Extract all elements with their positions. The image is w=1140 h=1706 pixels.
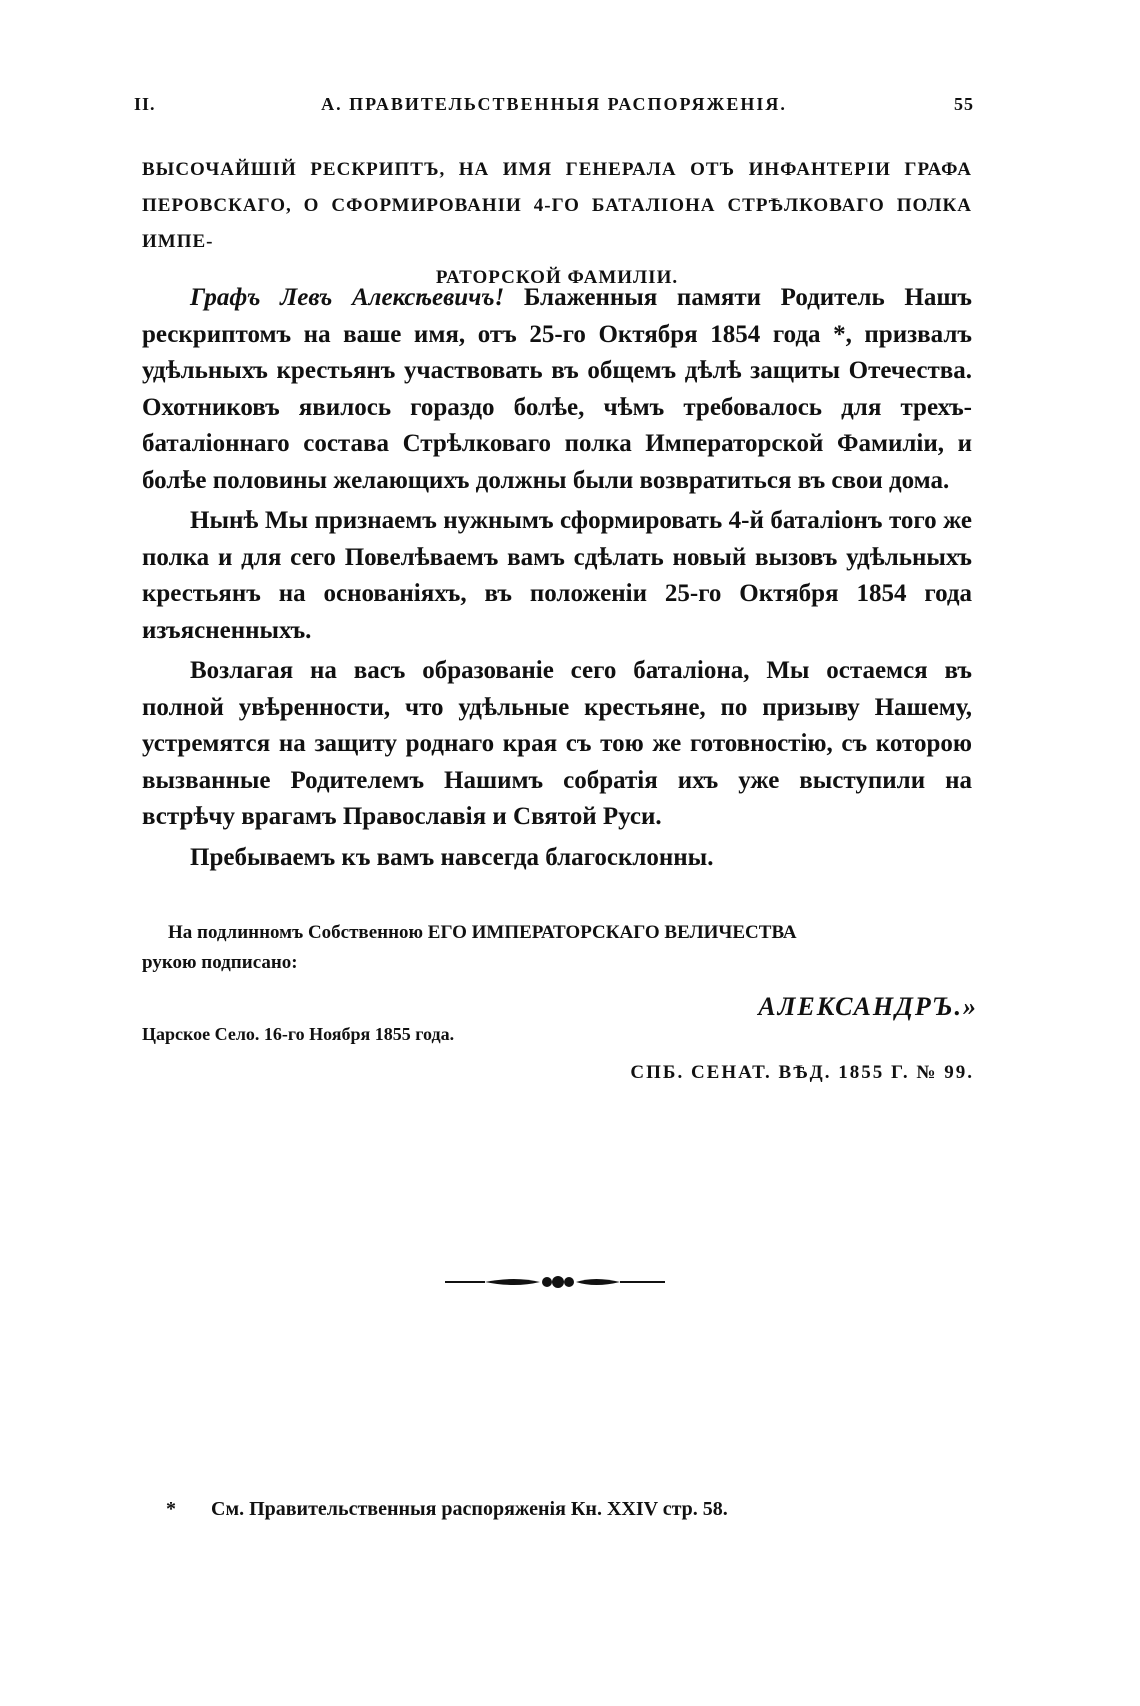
paragraph-4: Пребываемъ къ вамъ навсегда благосклонны. [190,843,714,871]
section-title: А. ПРАВИТЕЛЬСТВЕННЫЯ РАСПОРЯЖЕНІЯ. [321,94,787,114]
footnote-text: См. Правительственныя распоряженія Кн. XXIV стр. 58. [211,1498,728,1520]
paragraph-2: Нынѣ Мы признаемъ нужнымъ сформировать 4-й баталіонъ того же полка и для сего Повелѣваемъ вамъ сдѣлать новый вызовъ удѣльныхъ крестьянъ на основаніяхъ, въ положеніи 25-го Октября 1854 года изъясненныхъ. [142,507,972,644]
paragraph-1 [142,280,972,499]
document-heading [142,152,972,296]
signature: АЛЕКСАНДРЪ.» [758,992,978,1021]
signature-note-line-2: рукою подписано: [142,952,298,973]
paragraph-3: Возлагая на васъ образованіе сего баталіона, Мы остаемся въ полной увѣренности, что удѣльные крестьяне, по призыву Нашему, устремятся на защиту роднаго края съ тою же готовностію, съ которою вызванные Родителемъ Нашимъ собратія ихъ уже выступили на встрѣчу врагамъ Православія и Святой Руси. [142,657,972,830]
paragraph-1-text: Блаженныя памяти Родитель Нашъ рескриптомъ на ваше имя, отъ 25-го Октября 1854 года *, призвалъ удѣльныхъ крестьянъ участвовать въ общемъ дѣлѣ защиты Отечества. Охотниковъ явилось гораздо болѣе, чѣмъ требовалось для трехъ-баталіоннаго состава Стрѣлковаго полка Императорской Фамиліи, и болѣе половины желающихъ должны были возвратиться въ свои дома. [142,284,973,494]
rescript-body [142,280,972,880]
salutation: Графъ Левъ Алексѣевичъ! [190,284,505,311]
ornament-divider [445,1272,665,1292]
running-head [134,94,974,124]
heading-line-1: ВЫСОЧАЙШІЙ РЕСКРИПТЪ, НА ИМЯ ГЕНЕРАЛА ОТЪ ИНФАНТЕРІИ ГРАФА ПЕРОВСКАГО, О СФОРМИРОВАНІИ 4-ГО БАТАЛІОНА СТРѢЛКОВАГО ПОЛКА ИМПЕ- [142,159,972,252]
chapter-number: II. [134,94,156,114]
footnote-marker: * [166,1498,176,1520]
footnote [166,1498,926,1521]
signature-note [142,918,982,978]
signature-note-line-1: На подлинномъ Собственною ЕГО ИМПЕРАТОРСКАГО ВЕЛИЧЕСТВА [168,922,797,943]
heading-line-2: РАТОРСКОЙ ФАМИЛІИ. [435,267,679,288]
place-date: Царское Село. 16-го Ноября 1855 года. [142,1024,455,1044]
source-citation: СПБ. СЕНАТ. ВѢД. 1855 Г. № 99. [630,1062,974,1083]
page-number: 55 [954,94,974,114]
